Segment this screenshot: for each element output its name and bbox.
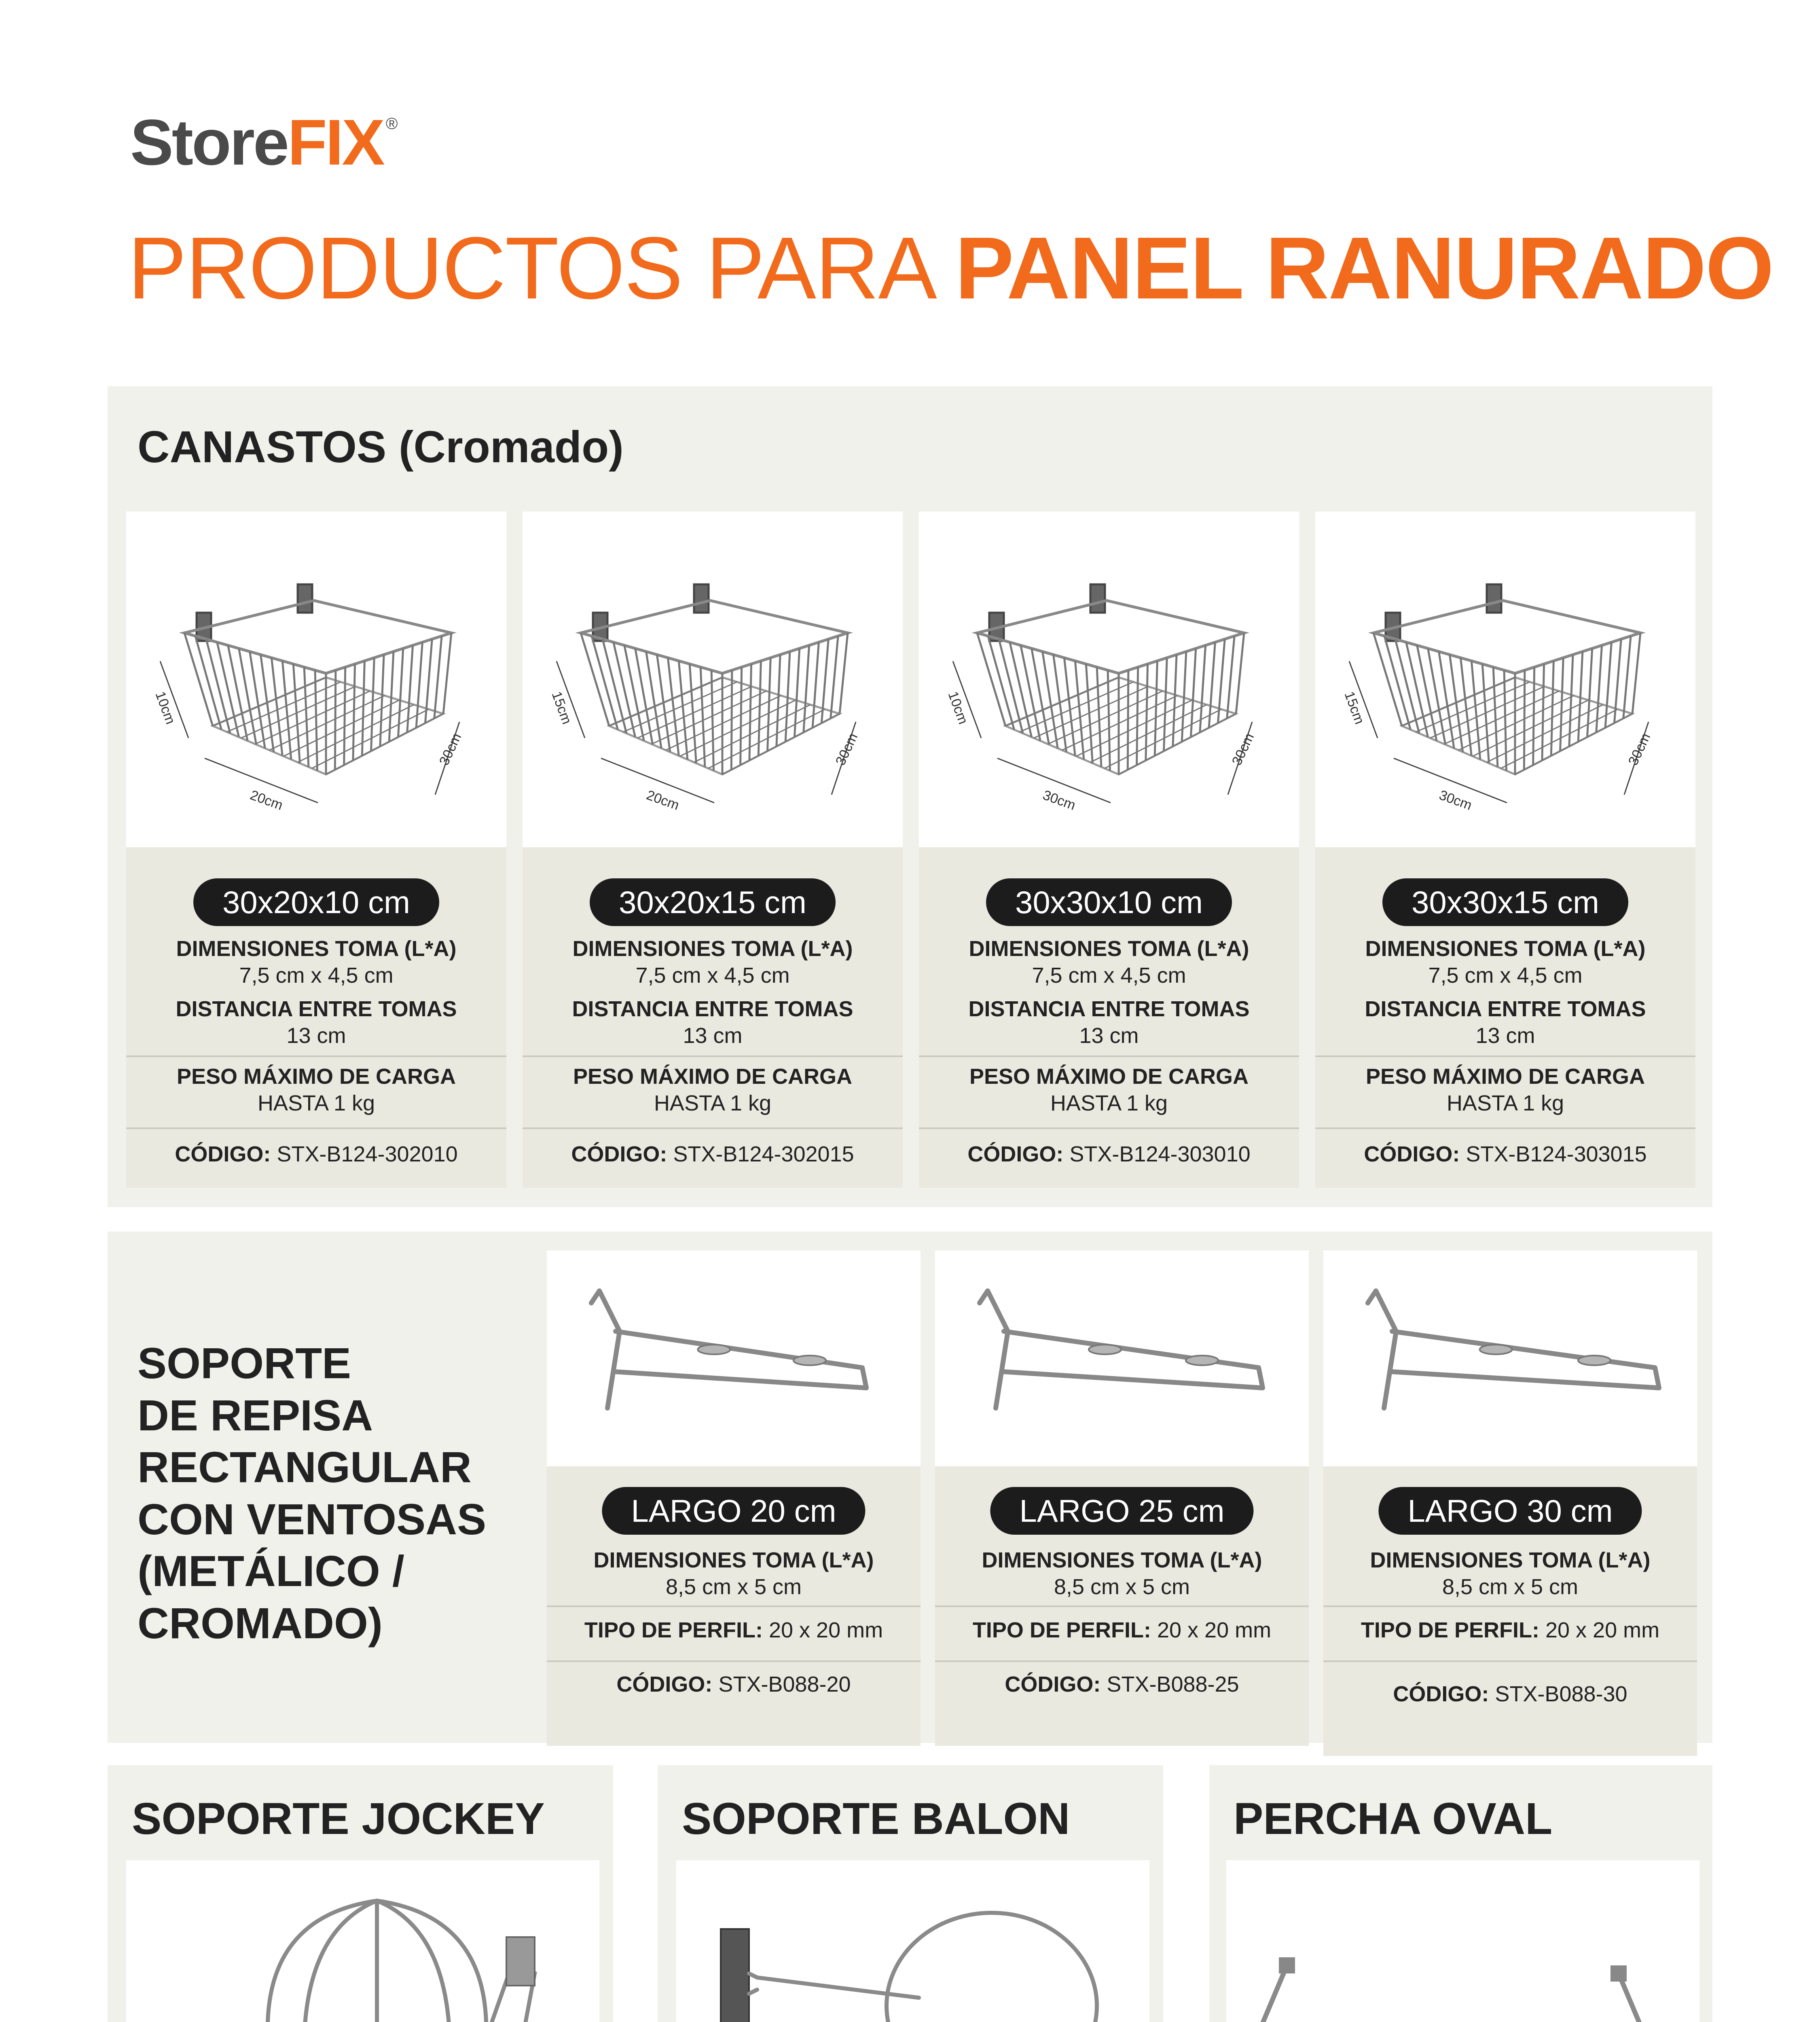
wire-basket-icon <box>1325 540 1689 823</box>
spec-label: CÓDIGO: <box>175 1142 271 1166</box>
basket-image <box>126 512 506 847</box>
svg-text:10cm: 10cm <box>152 689 178 726</box>
basket-card[interactable] <box>919 512 1299 1188</box>
divider <box>1315 1127 1695 1129</box>
percha-title: PERCHA OVAL <box>1234 1794 1553 1844</box>
divider <box>523 1127 903 1129</box>
spec-line <box>547 1547 921 1600</box>
spec-label: DISTANCIA ENTRE TOMAS <box>1365 997 1646 1021</box>
title-line: SOPORTE <box>138 1339 351 1387</box>
spec-label: CÓDIGO: <box>616 1672 713 1696</box>
spec-label: DIMENSIONES TOMA (L*A) <box>1365 937 1646 961</box>
balon-image <box>676 1860 1149 2022</box>
spec-value: 8,5 cm x 5 cm <box>1054 1575 1190 1599</box>
bracket-image <box>547 1250 921 1466</box>
spec-line <box>919 996 1299 1049</box>
spec-value: STX-B124-303015 <box>1466 1142 1647 1166</box>
spec-value: 20 x 20 mm <box>768 1618 883 1642</box>
title-line: DE REPISA <box>138 1390 373 1440</box>
canastos-title: CANASTOS (Cromado) <box>138 422 624 472</box>
spec-value: 13 cm <box>1475 1024 1535 1048</box>
spec-value: 8,5 cm x 5 cm <box>665 1575 802 1599</box>
spec-value: STX-B124-303010 <box>1069 1142 1251 1166</box>
spec-label: PESO MÁXIMO DE CARGA <box>573 1064 853 1089</box>
brand-logo <box>130 105 394 180</box>
spec-label: DIMENSIONES TOMA (L*A) <box>572 937 853 961</box>
svg-text:15cm: 15cm <box>548 689 575 726</box>
balon-card[interactable] <box>676 1860 1149 2022</box>
spec-label: PESO MÁXIMO DE CARGA <box>176 1064 456 1089</box>
divider <box>935 1660 1309 1662</box>
cap-holder-icon <box>134 1868 579 2022</box>
divider <box>547 1660 921 1662</box>
shelf-bracket-card[interactable] <box>547 1250 921 1746</box>
size-pill: 30x30x15 cm <box>1382 878 1628 926</box>
divider <box>919 1055 1299 1057</box>
spec-value: 7,5 cm x 4,5 cm <box>1032 963 1186 988</box>
spec-value: 13 cm <box>683 1024 743 1048</box>
spec-line <box>523 1141 903 1168</box>
spec-line <box>919 1141 1299 1168</box>
spec-value: STX-B088-25 <box>1107 1672 1239 1696</box>
divider <box>126 1127 506 1129</box>
jockey-card[interactable] <box>126 1860 599 2022</box>
spec-value: STX-B124-302015 <box>673 1142 854 1166</box>
spec-label: DISTANCIA ENTRE TOMAS <box>572 997 853 1021</box>
spec-label: PESO MÁXIMO DE CARGA <box>1365 1064 1645 1089</box>
basket-image <box>523 512 903 847</box>
spec-value: 20 x 20 mm <box>1545 1618 1660 1642</box>
svg-text:30cm: 30cm <box>1437 787 1474 813</box>
spec-value: STX-B088-20 <box>718 1672 851 1696</box>
svg-text:15cm: 15cm <box>1341 689 1367 726</box>
svg-text:20cm: 20cm <box>248 787 285 813</box>
spec-label: DIMENSIONES TOMA (L*A) <box>593 1548 874 1572</box>
spec-line <box>547 1617 921 1643</box>
spec-value: HASTA 1 kg <box>1050 1091 1168 1115</box>
spec-value: HASTA 1 kg <box>654 1091 772 1115</box>
spec-line <box>1315 1141 1695 1168</box>
svg-text:30cm: 30cm <box>1041 787 1078 813</box>
spec-value: 13 cm <box>286 1024 346 1048</box>
jockey-image <box>126 1860 599 2022</box>
spec-value: 20 x 20 mm <box>1157 1618 1272 1642</box>
spec-value: HASTA 1 kg <box>1446 1091 1564 1115</box>
ball-holder-icon <box>684 1868 1129 2022</box>
svg-text:30cm: 30cm <box>832 730 861 768</box>
spec-value: 7,5 cm x 4,5 cm <box>1428 963 1583 988</box>
spec-line <box>126 1141 506 1168</box>
divider <box>523 1055 903 1057</box>
divider <box>1323 1605 1697 1607</box>
svg-text:30cm: 30cm <box>1625 730 1654 768</box>
percha-image <box>1226 1860 1699 2022</box>
spec-label: DIMENSIONES TOMA (L*A) <box>1370 1548 1651 1572</box>
spec-value: HASTA 1 kg <box>257 1091 375 1115</box>
svg-text:30cm: 30cm <box>1229 730 1257 768</box>
spec-line <box>126 935 506 989</box>
basket-card[interactable] <box>1315 512 1695 1188</box>
spec-label: CÓDIGO: <box>967 1142 1064 1166</box>
svg-text:30cm: 30cm <box>436 730 465 768</box>
title-line: RECTANGULAR <box>138 1442 472 1492</box>
spec-label: CÓDIGO: <box>1364 1142 1460 1166</box>
spec-line <box>935 1617 1309 1643</box>
divider <box>935 1605 1309 1607</box>
registered-mark: ® <box>385 115 396 133</box>
spec-line <box>523 1063 903 1117</box>
spec-line <box>935 1671 1309 1698</box>
spec-label: TIPO DE PERFIL: <box>584 1618 763 1642</box>
spec-label: DISTANCIA ENTRE TOMAS <box>176 997 457 1021</box>
spec-label: CÓDIGO: <box>1005 1672 1101 1696</box>
divider <box>547 1605 921 1607</box>
spec-line <box>126 1063 506 1117</box>
jockey-title: SOPORTE JOCKEY <box>132 1794 545 1844</box>
size-pill: LARGO 25 cm <box>990 1487 1253 1535</box>
shelf-bracket-card[interactable] <box>935 1250 1309 1746</box>
bracket-image <box>1323 1250 1697 1466</box>
shelf-bracket-icon <box>943 1267 1307 1436</box>
shelf-bracket-icon <box>555 1267 919 1436</box>
spec-line <box>935 1547 1309 1600</box>
soporte-repisa-title <box>138 1337 486 1649</box>
spec-value: 13 cm <box>1079 1024 1139 1048</box>
page-title-bold: PANEL RANURADO <box>955 219 1773 317</box>
oval-hanger-icon <box>1234 1868 1679 2022</box>
spec-value: STX-B124-302010 <box>277 1142 458 1166</box>
svg-text:10cm: 10cm <box>945 689 971 726</box>
spec-line <box>523 935 903 989</box>
bracket-image <box>935 1250 1309 1466</box>
page-title <box>128 219 1773 317</box>
spec-line <box>1315 1063 1695 1117</box>
spec-value: 7,5 cm x 4,5 cm <box>635 963 790 988</box>
spec-label: PESO MÁXIMO DE CARGA <box>969 1064 1249 1089</box>
basket-card[interactable] <box>523 512 903 1188</box>
wire-basket-icon <box>136 540 500 823</box>
spec-value: 7,5 cm x 4,5 cm <box>239 963 394 988</box>
title-line: CON VENTOSAS <box>138 1494 487 1544</box>
spec-label: DIMENSIONES TOMA (L*A) <box>982 1548 1262 1572</box>
size-pill: 30x20x15 cm <box>590 878 836 926</box>
wire-basket-icon <box>929 540 1293 823</box>
spec-label: DIMENSIONES TOMA (L*A) <box>969 937 1249 961</box>
divider <box>1315 1055 1695 1057</box>
spec-value: STX-B088-30 <box>1495 1682 1627 1706</box>
percha-card[interactable] <box>1226 1860 1699 2022</box>
shelf-bracket-card[interactable] <box>1323 1250 1697 1756</box>
balon-title: SOPORTE BALON <box>682 1794 1070 1844</box>
spec-label: CÓDIGO: <box>1393 1682 1489 1706</box>
basket-card[interactable] <box>126 512 506 1188</box>
spec-label: TIPO DE PERFIL: <box>972 1618 1151 1642</box>
spec-line <box>1315 996 1695 1049</box>
page-title-light: PRODUCTOS PARA <box>128 219 955 317</box>
size-pill: LARGO 20 cm <box>602 1487 865 1535</box>
brand-name-b: FIX <box>287 106 383 178</box>
basket-image <box>919 512 1299 847</box>
spec-line <box>1315 935 1695 989</box>
wire-basket-icon <box>532 540 896 823</box>
spec-label: DIMENSIONES TOMA (L*A) <box>176 937 457 961</box>
size-pill: LARGO 30 cm <box>1378 1487 1642 1535</box>
spec-line <box>523 996 903 1049</box>
divider <box>1323 1660 1697 1662</box>
spec-line <box>1323 1617 1697 1643</box>
spec-line <box>1323 1681 1697 1707</box>
spec-label: TIPO DE PERFIL: <box>1361 1618 1539 1642</box>
spec-label: DISTANCIA ENTRE TOMAS <box>968 997 1250 1021</box>
spec-line <box>1323 1547 1697 1600</box>
basket-image <box>1315 512 1695 847</box>
spec-label: CÓDIGO: <box>571 1142 667 1166</box>
brand-name-a: Store <box>130 106 288 178</box>
spec-value: 8,5 cm x 5 cm <box>1442 1575 1579 1599</box>
title-line: CROMADO) <box>138 1598 383 1648</box>
title-line: (METÁLICO / <box>138 1546 404 1596</box>
divider <box>126 1055 506 1057</box>
size-pill: 30x20x10 cm <box>193 878 439 926</box>
divider <box>919 1127 1299 1129</box>
spec-line <box>547 1671 921 1698</box>
size-pill: 30x30x10 cm <box>986 878 1232 926</box>
svg-text:20cm: 20cm <box>644 787 681 813</box>
spec-line <box>919 935 1299 989</box>
spec-line <box>919 1063 1299 1117</box>
spec-line <box>126 996 506 1049</box>
shelf-bracket-icon <box>1331 1267 1695 1436</box>
